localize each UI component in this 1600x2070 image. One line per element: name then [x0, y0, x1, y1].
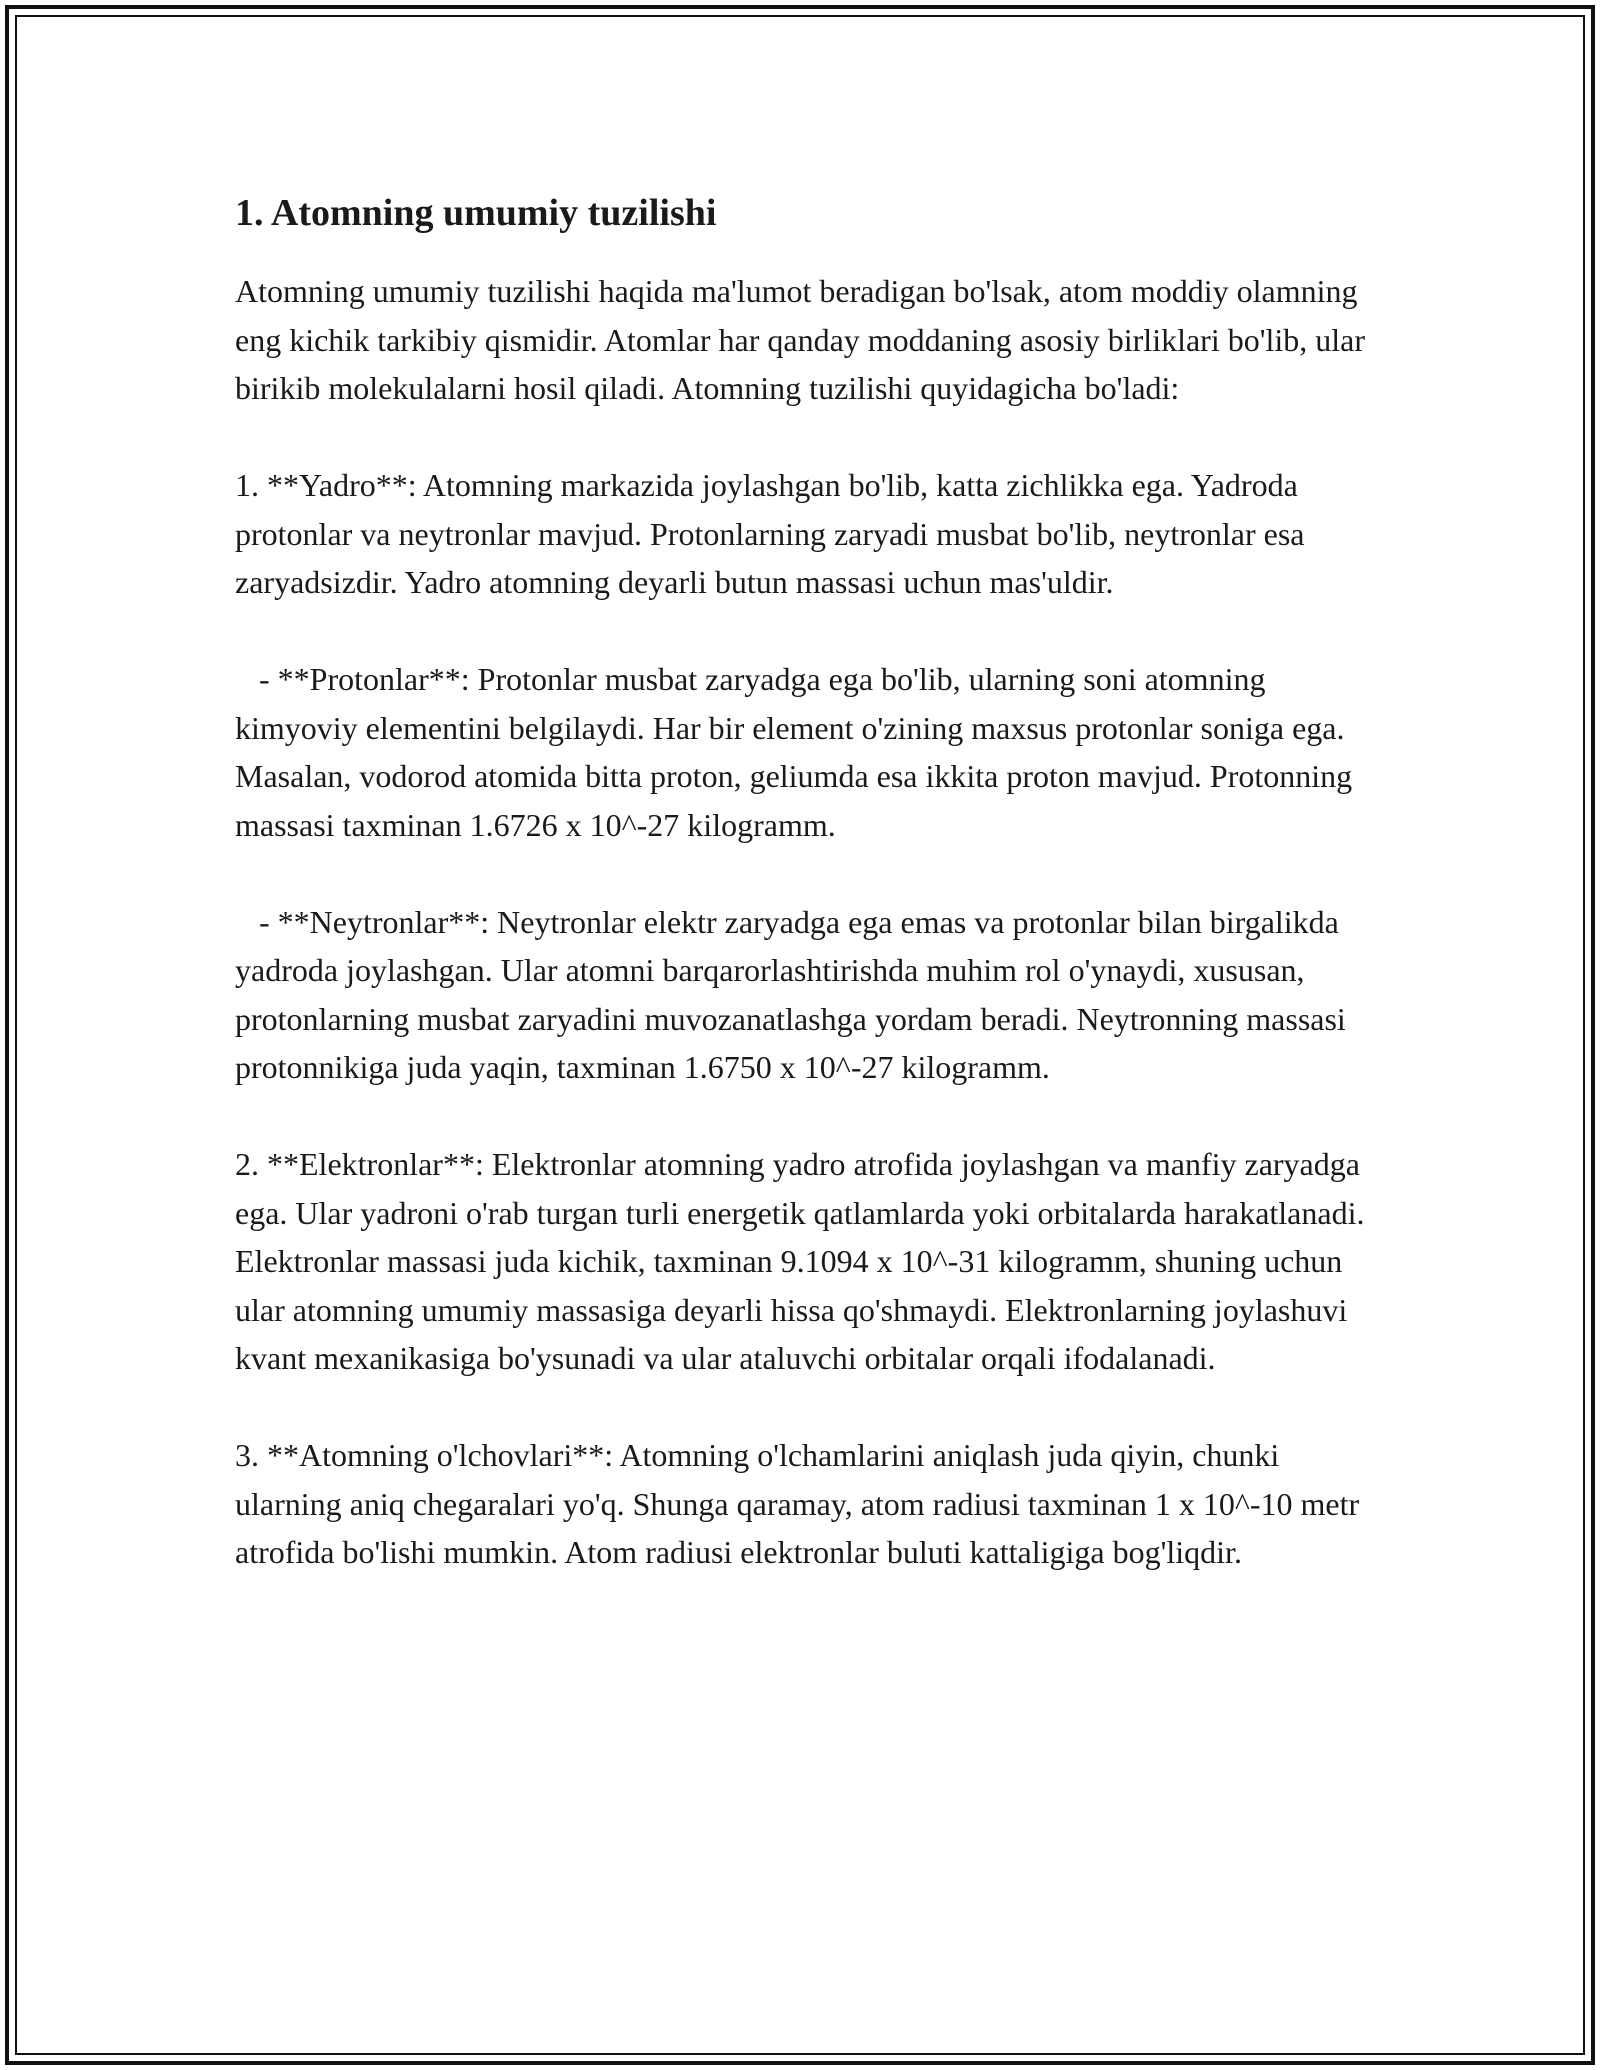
paragraph-gap — [235, 1383, 1385, 1432]
paragraph-gap — [235, 849, 1385, 898]
protons-paragraph: - **Protonlar**: Protonlar musbat zaryadga ega bo'lib, ularning soni atomning kimyoviy elementini belgilaydi. Har bir element o'zining maxsus protonlar soniga ega. Masalan, vodorod atomida bitta proton, geliumda esa ikkita proton mavjud. Protonning massasi taxminan 1.6726 x 10^-27 kilogramm. — [235, 661, 1361, 843]
section-title: 1. Atomning umumiy tuzilishi — [235, 192, 717, 234]
paragraph-gap — [235, 1092, 1385, 1141]
document-body — [235, 185, 1385, 1577]
neutrons-paragraph: - **Neytronlar**: Neytronlar elektr zaryadga ega emas va protonlar bilan birgalikda yadroda joylashgan. Ular atomni barqarorlashtirishda muhim rol o'ynaydi, xususan, protonlarning musbat zaryadini muvozanatlashga yordam beradi. Neytronning massasi protonnikiga juda yaqin, taxminan 1.6750 x 10^-27 kilogramm. — [235, 903, 1354, 1085]
atom-size-paragraph: 3. **Atomning o'lchovlari**: Atomning o'lchamlarini aniqlash juda qiyin, chunki ularning aniq chegaralari yo'q. Shunga qaramay, atom radiusi taxminan 1 x 10^-10 metr atrofida bo'lishi mumkin. Atom radiusi elektronlar buluti kattaligiga bog'liqdir. — [235, 1437, 1368, 1570]
electrons-paragraph: 2. **Elektronlar**: Elektronlar atomning yadro atrofida joylashgan va manfiy zaryadga ega. Ular yadroni o'rab turgan turli energetik qatlamlarda yoki orbitalarda harakatlanadi. Elektronlar massasi juda kichik, taxminan 9.1094 x 10^-31 kilogramm, shuning uchun ular atomning umumiy massasiga deyarli hissa qo'shmaydi. Elektronlarning joylashuvi kvant mexanikasiga bo'ysunadi va ular ataluvchi orbitalar orqali ifodalanadi. — [235, 1146, 1373, 1376]
intro-paragraph: Atomning umumiy tuzilishi haqida ma'lumot beradigan bo'lsak, atom moddiy olamning eng kichik tarkibiy qismidir. Atomlar har qanday moddaning asosiy birliklari bo'lib, ular birikib molekulalarni hosil qiladi. Atomning tuzilishi quyidagicha bo'ladi: — [235, 273, 1374, 406]
nucleus-paragraph: 1. **Yadro**: Atomning markazida joylashgan bo'lib, katta zichlikka ega. Yadroda protonlar va neytronlar mavjud. Protonlarning zaryadi musbat bo'lib, neytronlar esa zaryadsizdir. Yadro atomning deyarli butun massasi uchun mas'uldir. — [235, 467, 1313, 600]
paragraph-gap — [235, 607, 1385, 656]
paragraph-gap — [235, 413, 1385, 462]
